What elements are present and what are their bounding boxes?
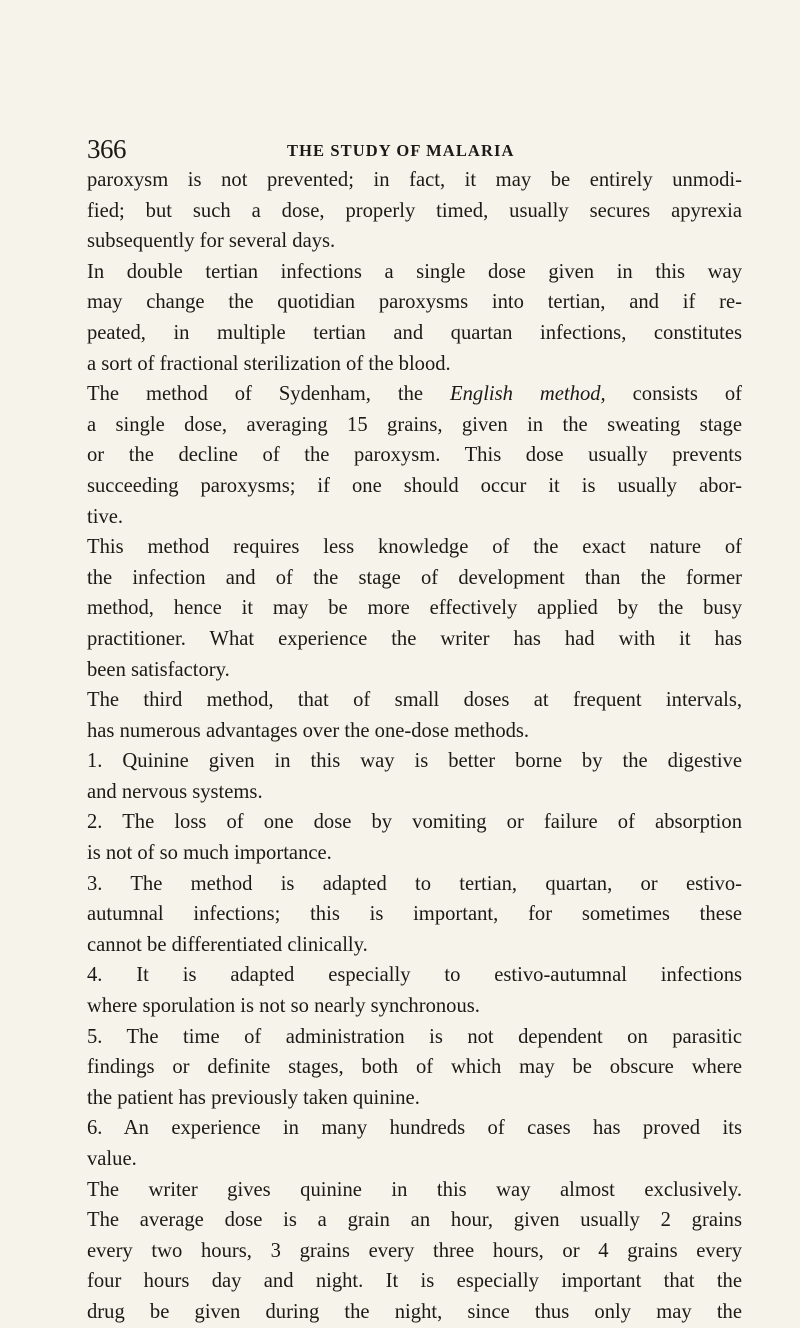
text-line: four hours day and night. It is especially important that the [87, 1270, 742, 1293]
text-line: subsequently for several days. [87, 230, 336, 253]
text-line: practitioner. What experience the writer has had with it has [87, 627, 742, 650]
text-line: 3. The method is adapted to tertian, quartan, or estivo- [87, 872, 742, 895]
text-line: 5. The time of administration is not dependent on parasitic [87, 1025, 742, 1048]
text-line: where sporulation is not so nearly synchronous. [87, 995, 480, 1018]
text-line: 6. An experience in many hundreds of cases has proved its [87, 1117, 742, 1140]
text-line: The third method, that of small doses at frequent intervals, [87, 689, 742, 712]
text-line: a single dose, averaging 15 grains, given in the sweating stage [87, 413, 742, 436]
text-line: the infection and of the stage of development than the former [87, 566, 742, 589]
text-line: 4. It is adapted especially to estivo-autumnal infections [87, 964, 742, 987]
text-segment: The method of Sydenham, the [87, 383, 451, 406]
text-line: In double tertian infections a single dose given in this way [87, 260, 742, 283]
text-line: The writer gives quinine in this way almost exclusively. [87, 1178, 742, 1201]
text-line [87, 379, 742, 410]
text-line: may change the quotidian paroxysms into tertian, and if re- [87, 291, 742, 314]
italic-term: English method, [450, 383, 606, 406]
text-line: method, hence it may be more effectively applied by the busy [87, 597, 742, 620]
text-line: and nervous systems. [87, 780, 263, 803]
text-line: value. [87, 1148, 137, 1170]
body-text [87, 165, 742, 1328]
text-line: is not of so much importance. [87, 842, 332, 865]
text-line: findings or definite stages, both of which may be obscure where [87, 1056, 742, 1079]
text-line: 2. The loss of one dose by vomiting or failure of absorption [87, 811, 742, 834]
text-line: a sort of fractional sterilization of the blood. [87, 352, 451, 375]
text-line: paroxysm is not prevented; in fact, it may be entirely unmodi- [87, 169, 742, 191]
text-line: has numerous advantages over the one-dose methods. [87, 719, 530, 742]
text-line: This method requires less knowledge of the exact nature of [87, 536, 742, 559]
text-line: tive. [87, 505, 124, 528]
text-line: peated, in multiple tertian and quartan infections, constitutes [87, 321, 742, 344]
running-head [87, 132, 727, 166]
text-line: 1. Quinine given in this way is better borne by the digestive [87, 750, 742, 773]
text-line: fied; but such a dose, properly timed, usually secures apyrexia [87, 199, 742, 222]
running-title: THE STUDY OF MALARIA [287, 141, 515, 160]
text-line: every two hours, 3 grains every three hours, or 4 grains every [87, 1239, 742, 1262]
text-line: succeeding paroxysms; if one should occur it is usually abor- [87, 474, 742, 497]
text-line: the patient has previously taken quinine. [87, 1086, 420, 1109]
text-line: drug be given during the night, since thus only may the [87, 1300, 742, 1323]
text-line: or the decline of the paroxysm. This dose usually prevents [87, 444, 742, 467]
text-line: The average dose is a grain an hour, given usually 2 grains [87, 1209, 742, 1232]
text-line: autumnal infections; this is important, for sometimes these [87, 903, 742, 926]
page-number: 366 [87, 134, 126, 164]
text-segment: consists of [605, 383, 742, 406]
text-line: cannot be differentiated clinically. [87, 933, 368, 956]
text-line: been satisfactory. [87, 658, 230, 681]
